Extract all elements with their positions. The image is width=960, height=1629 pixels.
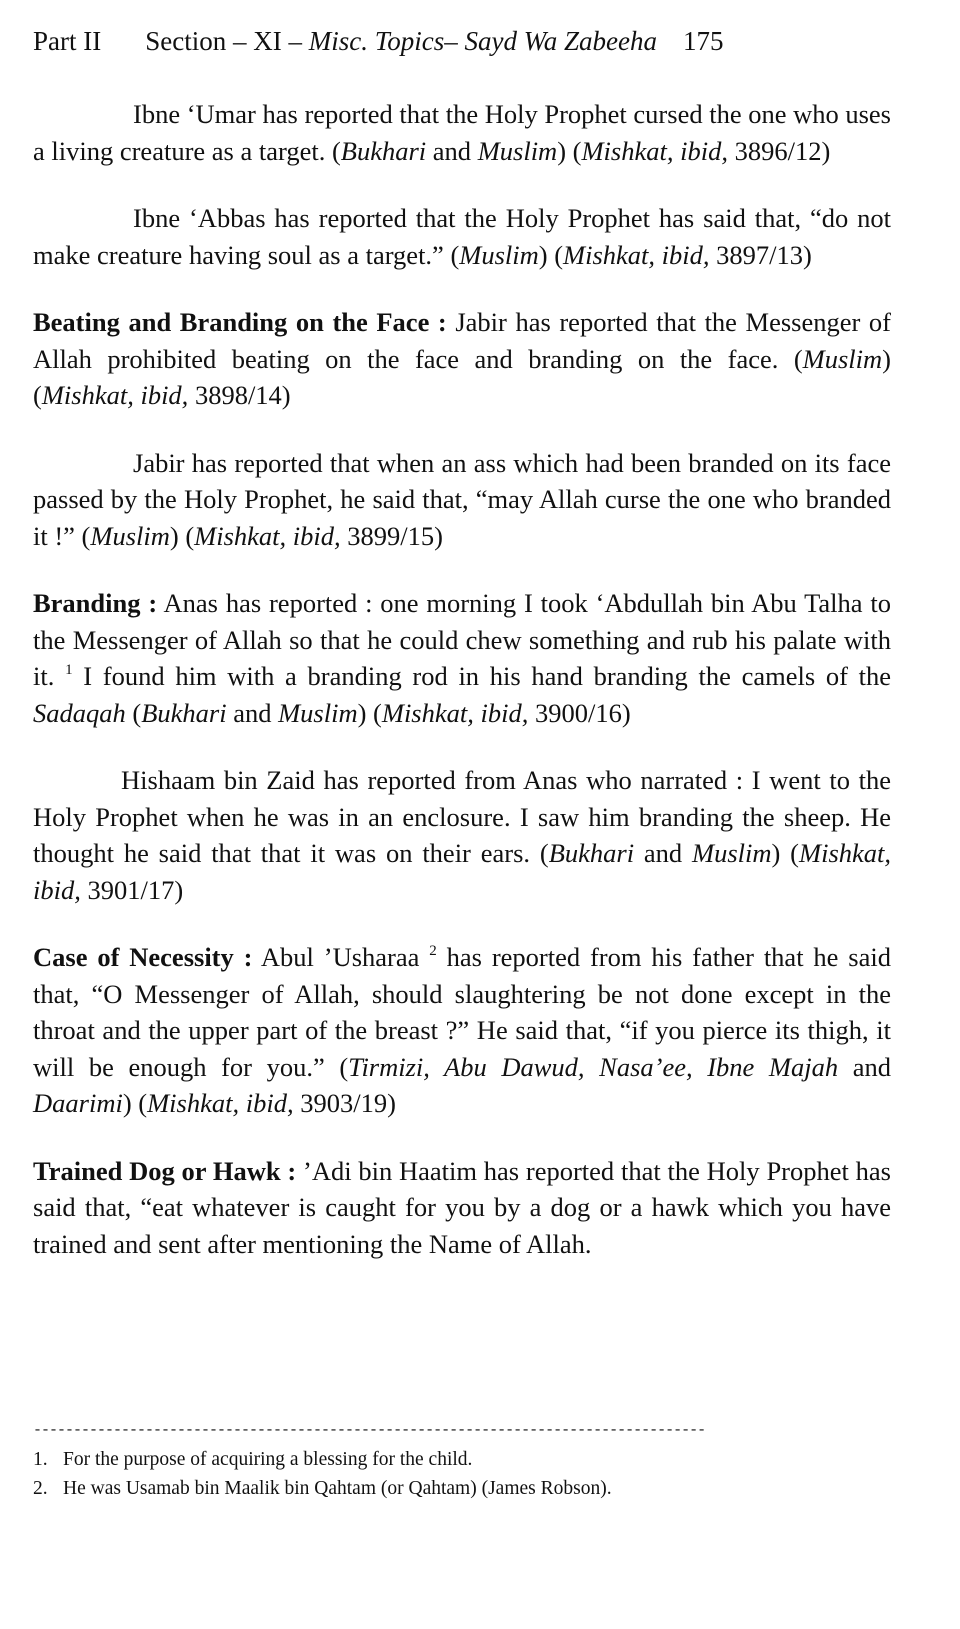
topic-label: Misc. Topics– Sayd Wa Zabeeha — [308, 26, 657, 56]
paragraph-8 — [33, 1153, 891, 1263]
reference-title: Mishkat, ibid, — [41, 380, 189, 410]
paragraph-text: Ibne ‘Abbas has reported that the Holy Prophet has said that, “do not make creature having soul as a target.” ( — [33, 203, 891, 270]
footnote-number: 2. — [33, 1478, 48, 1499]
paragraph-text: I found him with a branding rod in his hand branding the camels of the — [72, 661, 891, 691]
section-heading: Trained Dog or Hawk : — [33, 1155, 297, 1186]
section-heading: Beating and Branding on the Face : — [33, 307, 447, 337]
source-citation: Muslim — [459, 239, 539, 270]
footnote-number: 1. — [33, 1449, 48, 1470]
paragraph-text: ’Adi bin Haatim has reported that the Holy Prophet has said that, “eat whatever is caught for you by a dog or a hawk which you have trained and sent after mentioning the Name of Allah. — [33, 1155, 891, 1259]
paragraph-6 — [33, 762, 891, 908]
section-heading: Branding : — [33, 588, 158, 618]
footnote-text: He was Usamab bin Maalik bin Qahtam (or Qahtam) (James Robson). — [63, 1478, 612, 1499]
reference-number: 3901/17) — [80, 874, 184, 905]
reference-number: 3897/13) — [709, 239, 812, 270]
source-citation: Bukhari — [340, 135, 427, 166]
reference-title: Mishkat, ibid, — [381, 697, 529, 728]
reference-number: 3898/14) — [188, 380, 291, 410]
footnote-marker[interactable]: 2 — [429, 943, 437, 959]
section-heading: Case of Necessity : — [33, 942, 253, 972]
paragraph-1 — [33, 96, 891, 169]
reference-title: Mishkat, ibid, — [563, 239, 710, 270]
paragraph-5 — [33, 585, 891, 731]
source-citation: Muslim — [278, 697, 358, 728]
punctuation: ) ( — [771, 838, 800, 868]
source-citation: Muslim — [90, 520, 170, 551]
paragraph-text: Anas has reported : one morning I took ‘Abdullah bin Abu Talha to the Messenger of Allah so that he could chew something and rub his palate with it. — [33, 588, 891, 691]
punctuation: ) ( — [357, 697, 382, 728]
source-citation: Muslim — [477, 135, 558, 166]
reference-title: Mishkat, ibid, — [194, 520, 341, 551]
paragraph-text: Hishaam bin Zaid has reported from Anas who narrated : I went to the Holy Prophet when he was in an enclosure. I saw him branding the sheep. He thought he said that that it was on their ears. ( — [33, 765, 891, 868]
conjunction: and — [838, 1051, 891, 1082]
punctuation: ( — [125, 697, 142, 728]
conjunction: and — [634, 838, 693, 868]
footnotes — [33, 1445, 893, 1503]
source-citation: Bukhari — [548, 838, 635, 868]
paragraph-4 — [33, 445, 891, 555]
footnote-1 — [33, 1445, 893, 1474]
paragraph-text: has reported from his father that he said that, “O Messenger of Allah, should slaughtering be not done except in the throat and the upper part of the breast ?” He said that, “if you pierce its thigh, it will be enough for you.” ( — [33, 942, 891, 1082]
page-number: 175 — [682, 26, 724, 56]
footnote-marker[interactable]: 1 — [65, 662, 73, 678]
section-label: Section – XI – — [145, 26, 309, 56]
source-citation: Bukhari — [141, 697, 227, 728]
paragraph-text: Abul ’Usharaa — [252, 942, 430, 972]
punctuation: ) ( — [122, 1088, 148, 1118]
punctuation: ) ( — [557, 135, 582, 166]
conjunction: and — [226, 697, 279, 728]
paragraph-7 — [33, 939, 891, 1122]
paragraph-text: Jabir has reported that the Messenger of Allah prohibited beating on the face and branding on the face. ( — [33, 307, 891, 374]
source-citation: Daarimi — [33, 1088, 123, 1118]
punctuation: ) ( — [169, 520, 195, 551]
reference-title: Mishkat, ibid, — [581, 135, 728, 166]
footnote-divider: ------------------------------------------------------------------------------------ — [33, 1423, 706, 1439]
paragraph-2 — [33, 200, 891, 273]
page-body — [33, 96, 891, 1293]
reference-number: 3896/12) — [727, 135, 831, 166]
punctuation: ) ( — [33, 343, 891, 410]
reference-title: Mishkat, ibid, — [147, 1088, 294, 1118]
paragraph-text: Jabir has reported that when an ass which had been branded on its face passed by the Holy Prophet, he said that, “may Allah curse the one who branded it !” ( — [33, 447, 891, 551]
italic-term: Sadaqah — [33, 697, 126, 728]
source-citation: Tirmizi, Abu Dawud, Nasa’ee, Ibne Majah — [348, 1051, 839, 1082]
paragraph-3 — [33, 304, 891, 414]
footnote-2 — [33, 1474, 893, 1503]
part-label: Part II — [33, 26, 102, 56]
conjunction: and — [426, 135, 478, 166]
source-citation: Muslim — [802, 343, 883, 374]
running-header — [33, 24, 883, 58]
source-citation: Muslim — [692, 838, 772, 868]
punctuation: ) ( — [538, 239, 564, 270]
reference-number: 3899/15) — [340, 520, 443, 551]
reference-number: 3900/16) — [528, 697, 631, 728]
footnote-text: For the purpose of acquiring a blessing for the child. — [63, 1449, 473, 1470]
reference-title: Mishkat, ibid, — [33, 838, 892, 905]
reference-number: 3903/19) — [293, 1088, 396, 1118]
paragraph-text: Ibne ‘Umar has reported that the Holy Prophet cursed the one who uses a living creature as a target. ( — [33, 99, 891, 166]
